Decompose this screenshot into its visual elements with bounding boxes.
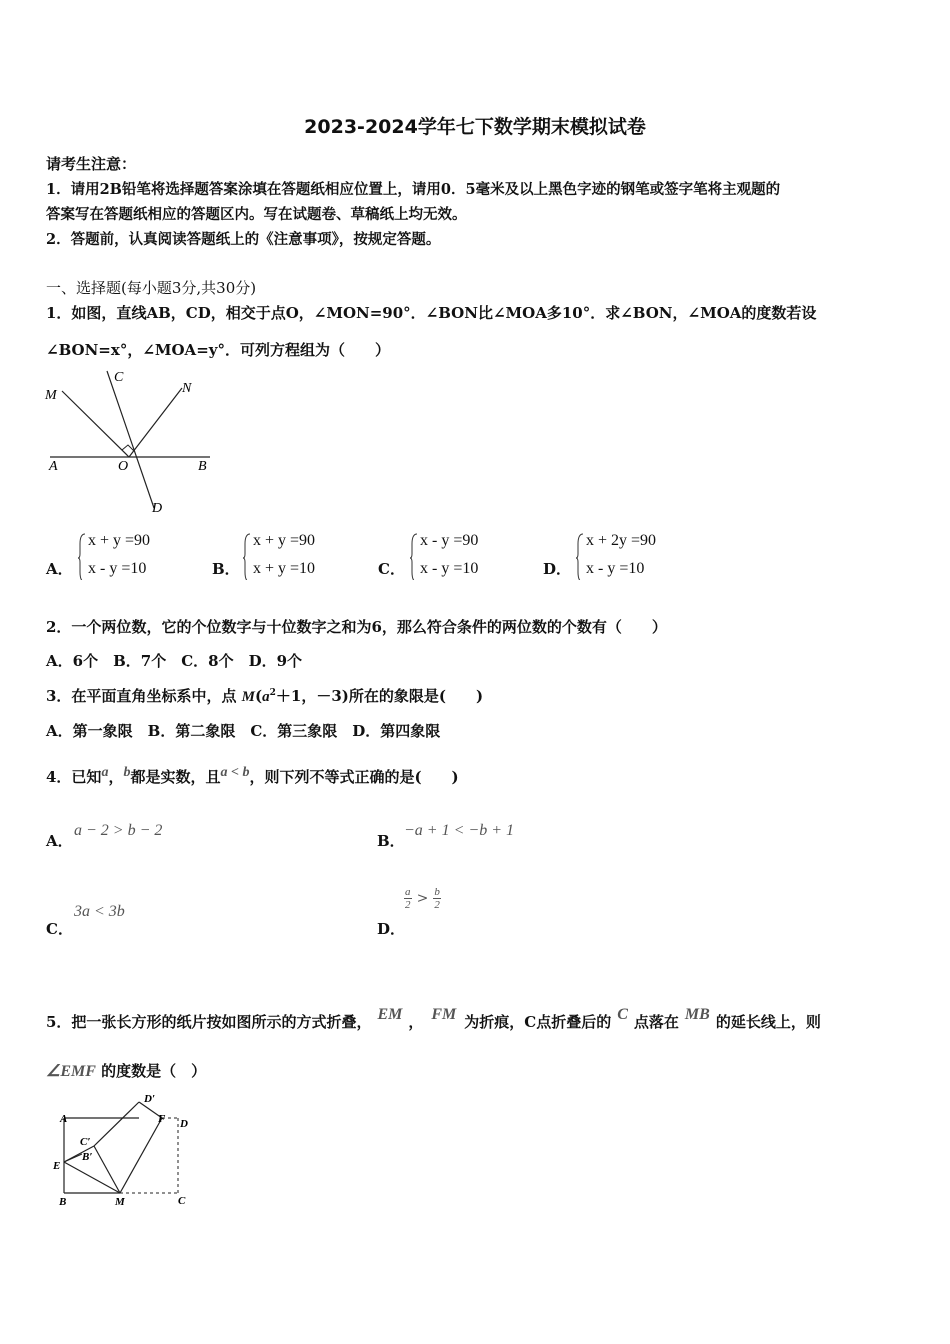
q1-d-eq1: x + 2y =90	[586, 532, 657, 549]
q2-options[interactable]: A．6个 B．7个 C．8个 D．9个	[46, 652, 303, 670]
label-c: C	[114, 370, 124, 385]
ray-on	[129, 388, 182, 457]
q1-option-d-label: D．	[543, 560, 572, 578]
label-m: M	[45, 388, 57, 403]
page-title: 2023-2024学年七下数学期末模拟试卷	[304, 116, 646, 138]
q5-figure	[44, 1088, 204, 1213]
q4-option-b-label: B．	[377, 832, 405, 850]
q3-options[interactable]: A．第一象限 B．第二象限 C．第三象限 D．第四象限	[46, 722, 441, 740]
notice-line-1: 1．请用2B铅笔将选择题答案涂填在答题纸相应位置上，请用0．5毫米及以上黑色字迹的钢笔或签字笔将主观题的	[46, 181, 781, 198]
svg-text:D: D	[180, 1118, 188, 1130]
q4-option-d[interactable]: $\frac{a}{2}$ > $\frac{b}{2}$	[405, 886, 440, 911]
q4-option-d-label: D．	[377, 920, 406, 938]
notice-line-2: 2．答题前，认真阅读答题纸上的《注意事项》，按规定答题。	[46, 231, 441, 248]
svg-text:F: F	[158, 1113, 166, 1125]
q1-c-eq2: x - y =10	[420, 560, 479, 577]
q1-b-eq1: x + y =90	[253, 532, 316, 549]
label-n: N	[182, 381, 192, 396]
label-d: D	[152, 501, 163, 516]
svg-text:C′: C′	[80, 1136, 91, 1148]
svg-text:E: E	[53, 1160, 61, 1172]
notice-line-1b: 答案写在答题纸相应的答题区内。写在试题卷、草稿纸上均无效。	[46, 206, 467, 223]
q1-c-eq1: x - y =90	[420, 532, 479, 549]
q1-text-line1: 1．如图，直线AB，CD，相交于点O，∠MON=90°．∠BON比∠MOA多10°．求∠BON，∠MOA的度数若设	[46, 304, 817, 322]
notice-heading: 请考生注意：	[46, 155, 137, 173]
q1-option-c-label: C．	[378, 560, 405, 578]
q1-option-a-label: A．	[46, 560, 73, 578]
q5-text-line2: ∠EMF 的度数是（ ）	[46, 1062, 207, 1080]
q4-option-c-label: C．	[46, 920, 73, 938]
q4-option-a-label: A．	[46, 832, 73, 850]
svg-text:D′: D′	[144, 1093, 156, 1105]
q1-a-eq2: x - y =10	[88, 560, 147, 577]
ray-om	[62, 391, 129, 457]
q4-option-b[interactable]: −a + 1 < −b + 1	[404, 822, 514, 839]
q1-option-b-label: B．	[212, 560, 240, 578]
q1-d-eq2: x - y =10	[586, 560, 645, 577]
svg-text:C: C	[178, 1195, 186, 1207]
svg-text:A: A	[60, 1113, 68, 1125]
svg-text:B′: B′	[82, 1151, 93, 1163]
label-o: O	[118, 459, 129, 474]
q3-text: 3．在平面直角坐标系中，点 $M(a^2+1$，－3)所在的象限是( )	[46, 687, 484, 705]
q1-b-eq2: x + y =10	[253, 560, 316, 577]
q4-option-c[interactable]: 3a < 3b	[74, 903, 125, 920]
line-cd	[107, 371, 154, 508]
svg-text:M: M	[115, 1196, 125, 1208]
label-a: A	[49, 459, 58, 474]
q4-text: 4．已知a，b都是实数，且a < b，则下列不等式正确的是( )	[46, 765, 459, 786]
q4-option-a[interactable]: a − 2 > b − 2	[74, 822, 163, 839]
q2-text: 2．一个两位数，它的个位数字与十位数字之和为6，那么符合条件的两位数的个数有（ ）	[46, 618, 667, 636]
section-heading: 一、选择题(每小题3分,共30分)	[46, 279, 257, 297]
svg-text:B: B	[59, 1196, 67, 1208]
q1-figure	[42, 366, 222, 516]
label-b: B	[198, 459, 207, 474]
q1-a-eq1: x + y =90	[88, 532, 151, 549]
q5-text-line1: 5．把一张长方形的纸片按如图所示的方式折叠， EM ， FM 为折痕，C点折叠后的 C 点落在 MB 的延长线上，则	[46, 1006, 821, 1031]
q1-text-line2: ∠BON=x°，∠MOA=y°．可列方程组为（ ）	[46, 341, 390, 359]
